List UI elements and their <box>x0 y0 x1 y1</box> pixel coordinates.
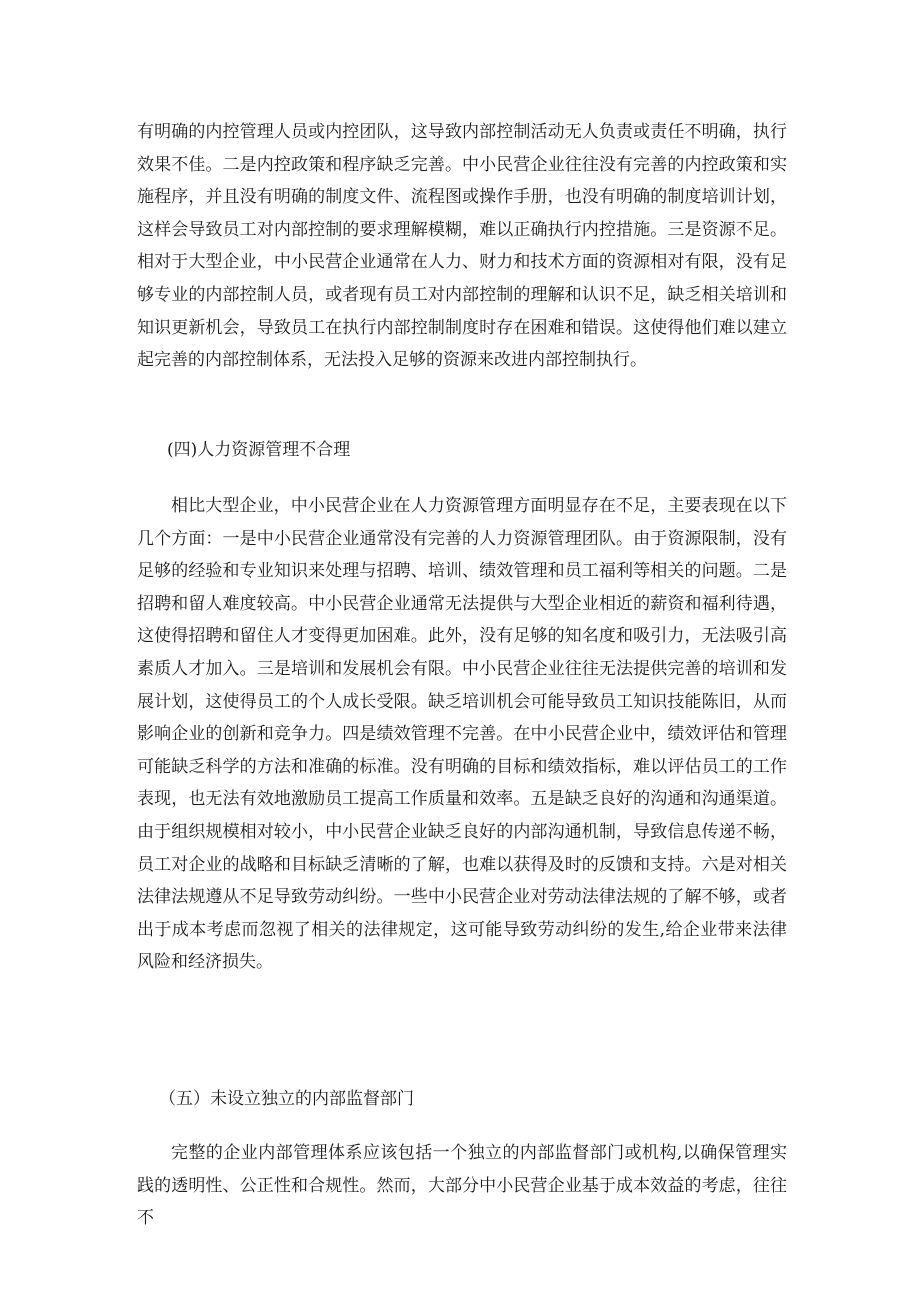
body-paragraph-3: 完整的企业内部管理体系应该包括一个独立的内部监督部门或机构,以确保管理实践的透明性、公正性和合规性。然而，大部分中小民营企业基于成本效益的考虑，往往不 <box>137 1143 787 1229</box>
section-heading-4: (四)人力资源管理不合理 <box>167 440 351 460</box>
body-paragraph-1: 有明确的内控管理人员或内控团队，这导致内部控制活动无人负责或责任不明确，执行效果不佳。二是内控政策和程序缺乏完善。中小民营企业往往没有完善的内控政策和实施程序，并且没有明确的制度文件、流程图或操作手册，也没有明确的制度培训计划，这样会导致员工对内部控制的要求理解模糊，难以正确执行内控措施。三是资源不足。相对于大型企业，中小民营企业通常在人力、财力和技术方面的资源相对有限，没有足够专业的内部控制人员，或者现有员工对内部控制的理解和认识不足，缺乏相关培训和知识更新机会，导致员工在执行内部控制制度时存在困难和错误。这使得他们难以建立起完善的内部控制体系，无法投入足够的资源来改进内部控制执行。 <box>137 122 787 371</box>
section-heading-5: （五）未设立独立的内部监督部门 <box>159 1089 414 1109</box>
body-paragraph-2: 相比大型企业，中小民营企业在人力资源管理方面明显存在不足，主要表现在以下几个方面：一是中小民营企业通常没有完善的人力资源管理团队。由于资源限制，没有足够的经验和专业知识来处理与招聘、培训、绩效管理和员工福利等相关的问题。二是招聘和留人难度较高。中小民营企业通常无法提供与大型企业相近的薪资和福利待遇，这使得招聘和留住人才变得更加困难。此外，没有足够的知名度和吸引力，无法吸引高素质人才加入。三是培训和发展机会有限。中小民营企业往往无法提供完善的培训和发展计划，这使得员工的个人成长受限。缺乏培训机会可能导致员工知识技能陈旧，从而影响企业的创新和竞争力。四是绩效管理不完善。在中小民营企业中，绩效评估和管理可能缺乏科学的方法和准确的标准。没有明确的目标和绩效指标，难以评估员工的工作表现，也无法有效地激励员工提高工作质量和效率。五是缺乏良好的沟通和沟通渠道。由于组织规模相对较小，中小民营企业缺乏良好的内部沟通机制，导致信息传递不畅，员工对企业的战略和目标缺乏清晰的了解，也难以获得及时的反馈和支持。六是对相关法律法规遵从不足导致劳动纠纷。一些中小民营企业对劳动法律法规的了解不够，或者出于成本考虑而忽视了相关的法律规定，这可能导致劳动纠纷的发生,给企业带来法律风险和经济损失。 <box>137 496 787 973</box>
